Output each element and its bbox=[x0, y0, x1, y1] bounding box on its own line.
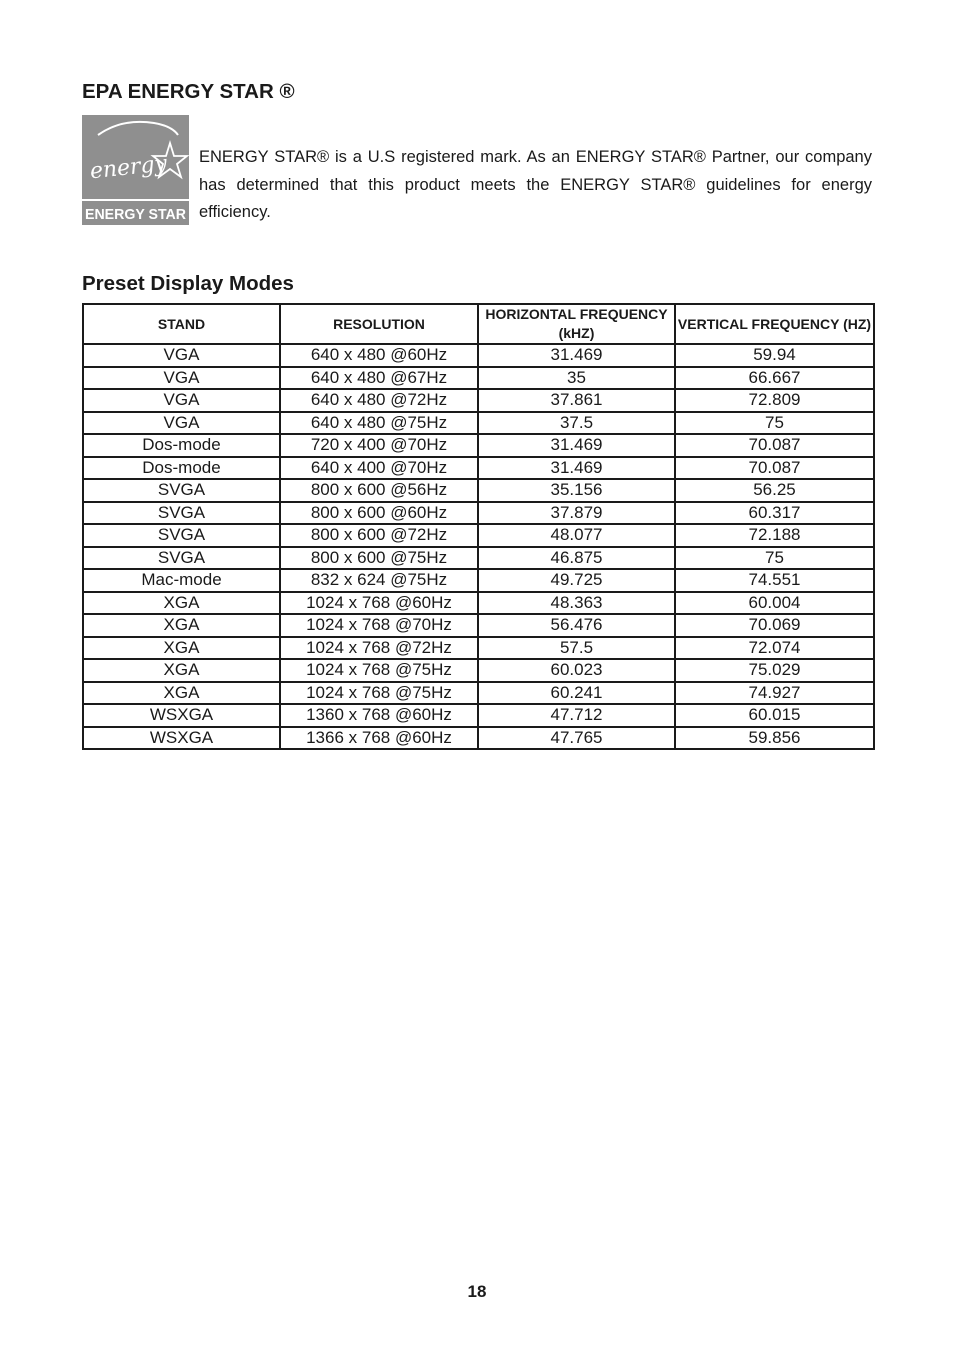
cell-stand: Mac-mode bbox=[83, 569, 280, 592]
header-stand: STAND bbox=[83, 304, 280, 344]
table-row bbox=[83, 637, 874, 660]
table-row bbox=[83, 367, 874, 390]
cell-resolution: 800 x 600 @60Hz bbox=[280, 502, 478, 525]
cell-vertical-frequency: 72.809 bbox=[675, 389, 874, 412]
cell-resolution: 640 x 480 @60Hz bbox=[280, 344, 478, 367]
cell-stand: XGA bbox=[83, 614, 280, 637]
table-row bbox=[83, 704, 874, 727]
cell-horizontal-frequency: 56.476 bbox=[478, 614, 675, 637]
cell-stand: XGA bbox=[83, 637, 280, 660]
cell-horizontal-frequency: 60.241 bbox=[478, 682, 675, 705]
table-row bbox=[83, 592, 874, 615]
cell-vertical-frequency: 70.087 bbox=[675, 457, 874, 480]
cell-horizontal-frequency: 35 bbox=[478, 367, 675, 390]
cell-resolution: 1366 x 768 @60Hz bbox=[280, 727, 478, 750]
cell-vertical-frequency: 74.551 bbox=[675, 569, 874, 592]
cell-resolution: 1024 x 768 @70Hz bbox=[280, 614, 478, 637]
cell-vertical-frequency: 59.856 bbox=[675, 727, 874, 750]
cell-resolution: 1024 x 768 @60Hz bbox=[280, 592, 478, 615]
cell-stand: XGA bbox=[83, 659, 280, 682]
cell-resolution: 640 x 480 @67Hz bbox=[280, 367, 478, 390]
table-row bbox=[83, 479, 874, 502]
cell-horizontal-frequency: 49.725 bbox=[478, 569, 675, 592]
cell-stand: WSXGA bbox=[83, 704, 280, 727]
cell-vertical-frequency: 75 bbox=[675, 412, 874, 435]
cell-stand: SVGA bbox=[83, 547, 280, 570]
table-row bbox=[83, 434, 874, 457]
cell-horizontal-frequency: 31.469 bbox=[478, 344, 675, 367]
table-row bbox=[83, 389, 874, 412]
cell-stand: SVGA bbox=[83, 502, 280, 525]
cell-vertical-frequency: 60.317 bbox=[675, 502, 874, 525]
page-number: 18 bbox=[467, 1282, 487, 1301]
cell-stand: VGA bbox=[83, 367, 280, 390]
cell-horizontal-frequency: 47.712 bbox=[478, 704, 675, 727]
cell-horizontal-frequency: 48.363 bbox=[478, 592, 675, 615]
table-row bbox=[83, 344, 874, 367]
preset-modes-title: Preset Display Modes bbox=[82, 272, 294, 295]
energy-star-logo bbox=[82, 115, 189, 225]
cell-stand: XGA bbox=[83, 592, 280, 615]
cell-resolution: 1024 x 768 @72Hz bbox=[280, 637, 478, 660]
table-row bbox=[83, 614, 874, 637]
cell-horizontal-frequency: 60.023 bbox=[478, 659, 675, 682]
cell-horizontal-frequency: 37.861 bbox=[478, 389, 675, 412]
cell-stand: VGA bbox=[83, 389, 280, 412]
preset-display-modes-table bbox=[82, 303, 875, 750]
cell-vertical-frequency: 75 bbox=[675, 547, 874, 570]
cell-vertical-frequency: 59.94 bbox=[675, 344, 874, 367]
cell-horizontal-frequency: 31.469 bbox=[478, 434, 675, 457]
cell-horizontal-frequency: 37.879 bbox=[478, 502, 675, 525]
cell-stand: SVGA bbox=[83, 479, 280, 502]
cell-vertical-frequency: 70.087 bbox=[675, 434, 874, 457]
cell-resolution: 800 x 600 @72Hz bbox=[280, 524, 478, 547]
cell-vertical-frequency: 60.004 bbox=[675, 592, 874, 615]
cell-resolution: 640 x 480 @72Hz bbox=[280, 389, 478, 412]
cell-stand: Dos-mode bbox=[83, 434, 280, 457]
table-row bbox=[83, 502, 874, 525]
table-row bbox=[83, 727, 874, 750]
cell-vertical-frequency: 66.667 bbox=[675, 367, 874, 390]
logo-caption: ENERGY STAR bbox=[85, 206, 187, 223]
cell-stand: SVGA bbox=[83, 524, 280, 547]
cell-resolution: 640 x 400 @70Hz bbox=[280, 457, 478, 480]
cell-horizontal-frequency: 46.875 bbox=[478, 547, 675, 570]
logo-script-text: energy bbox=[88, 151, 169, 185]
cell-stand: Dos-mode bbox=[83, 457, 280, 480]
cell-horizontal-frequency: 48.077 bbox=[478, 524, 675, 547]
cell-vertical-frequency: 60.015 bbox=[675, 704, 874, 727]
cell-stand: XGA bbox=[83, 682, 280, 705]
table-row bbox=[83, 457, 874, 480]
cell-resolution: 720 x 400 @70Hz bbox=[280, 434, 478, 457]
table-row bbox=[83, 682, 874, 705]
cell-vertical-frequency: 75.029 bbox=[675, 659, 874, 682]
cell-horizontal-frequency: 37.5 bbox=[478, 412, 675, 435]
cell-resolution: 1024 x 768 @75Hz bbox=[280, 682, 478, 705]
table-row bbox=[83, 524, 874, 547]
table-row bbox=[83, 547, 874, 570]
energy-star-statement: ENERGY STAR® is a U.S registered mark. As an ENERGY STAR® Partner, our company has determined that this product meets the ENERGY STAR® guidelines for energy efficiency. bbox=[199, 148, 872, 221]
cell-resolution: 832 x 624 @75Hz bbox=[280, 569, 478, 592]
table-header-row bbox=[83, 304, 874, 344]
cell-vertical-frequency: 74.927 bbox=[675, 682, 874, 705]
cell-horizontal-frequency: 47.765 bbox=[478, 727, 675, 750]
cell-vertical-frequency: 70.069 bbox=[675, 614, 874, 637]
cell-stand: VGA bbox=[83, 412, 280, 435]
cell-stand: WSXGA bbox=[83, 727, 280, 750]
header-horizontal-frequency: HORIZONTAL FREQUENCY (kHZ) bbox=[478, 304, 675, 344]
cell-resolution: 1360 x 768 @60Hz bbox=[280, 704, 478, 727]
cell-resolution: 800 x 600 @75Hz bbox=[280, 547, 478, 570]
cell-stand: VGA bbox=[83, 344, 280, 367]
cell-resolution: 800 x 600 @56Hz bbox=[280, 479, 478, 502]
cell-horizontal-frequency: 31.469 bbox=[478, 457, 675, 480]
header-vertical-frequency: VERTICAL FREQUENCY (HZ) bbox=[675, 304, 874, 344]
cell-horizontal-frequency: 57.5 bbox=[478, 637, 675, 660]
table-row bbox=[83, 659, 874, 682]
table-row bbox=[83, 569, 874, 592]
cell-resolution: 640 x 480 @75Hz bbox=[280, 412, 478, 435]
cell-vertical-frequency: 72.074 bbox=[675, 637, 874, 660]
cell-horizontal-frequency: 35.156 bbox=[478, 479, 675, 502]
header-resolution: RESOLUTION bbox=[280, 304, 478, 344]
epa-section-title: EPA ENERGY STAR ® bbox=[82, 80, 295, 103]
cell-resolution: 1024 x 768 @75Hz bbox=[280, 659, 478, 682]
table-row bbox=[83, 412, 874, 435]
cell-vertical-frequency: 56.25 bbox=[675, 479, 874, 502]
cell-vertical-frequency: 72.188 bbox=[675, 524, 874, 547]
